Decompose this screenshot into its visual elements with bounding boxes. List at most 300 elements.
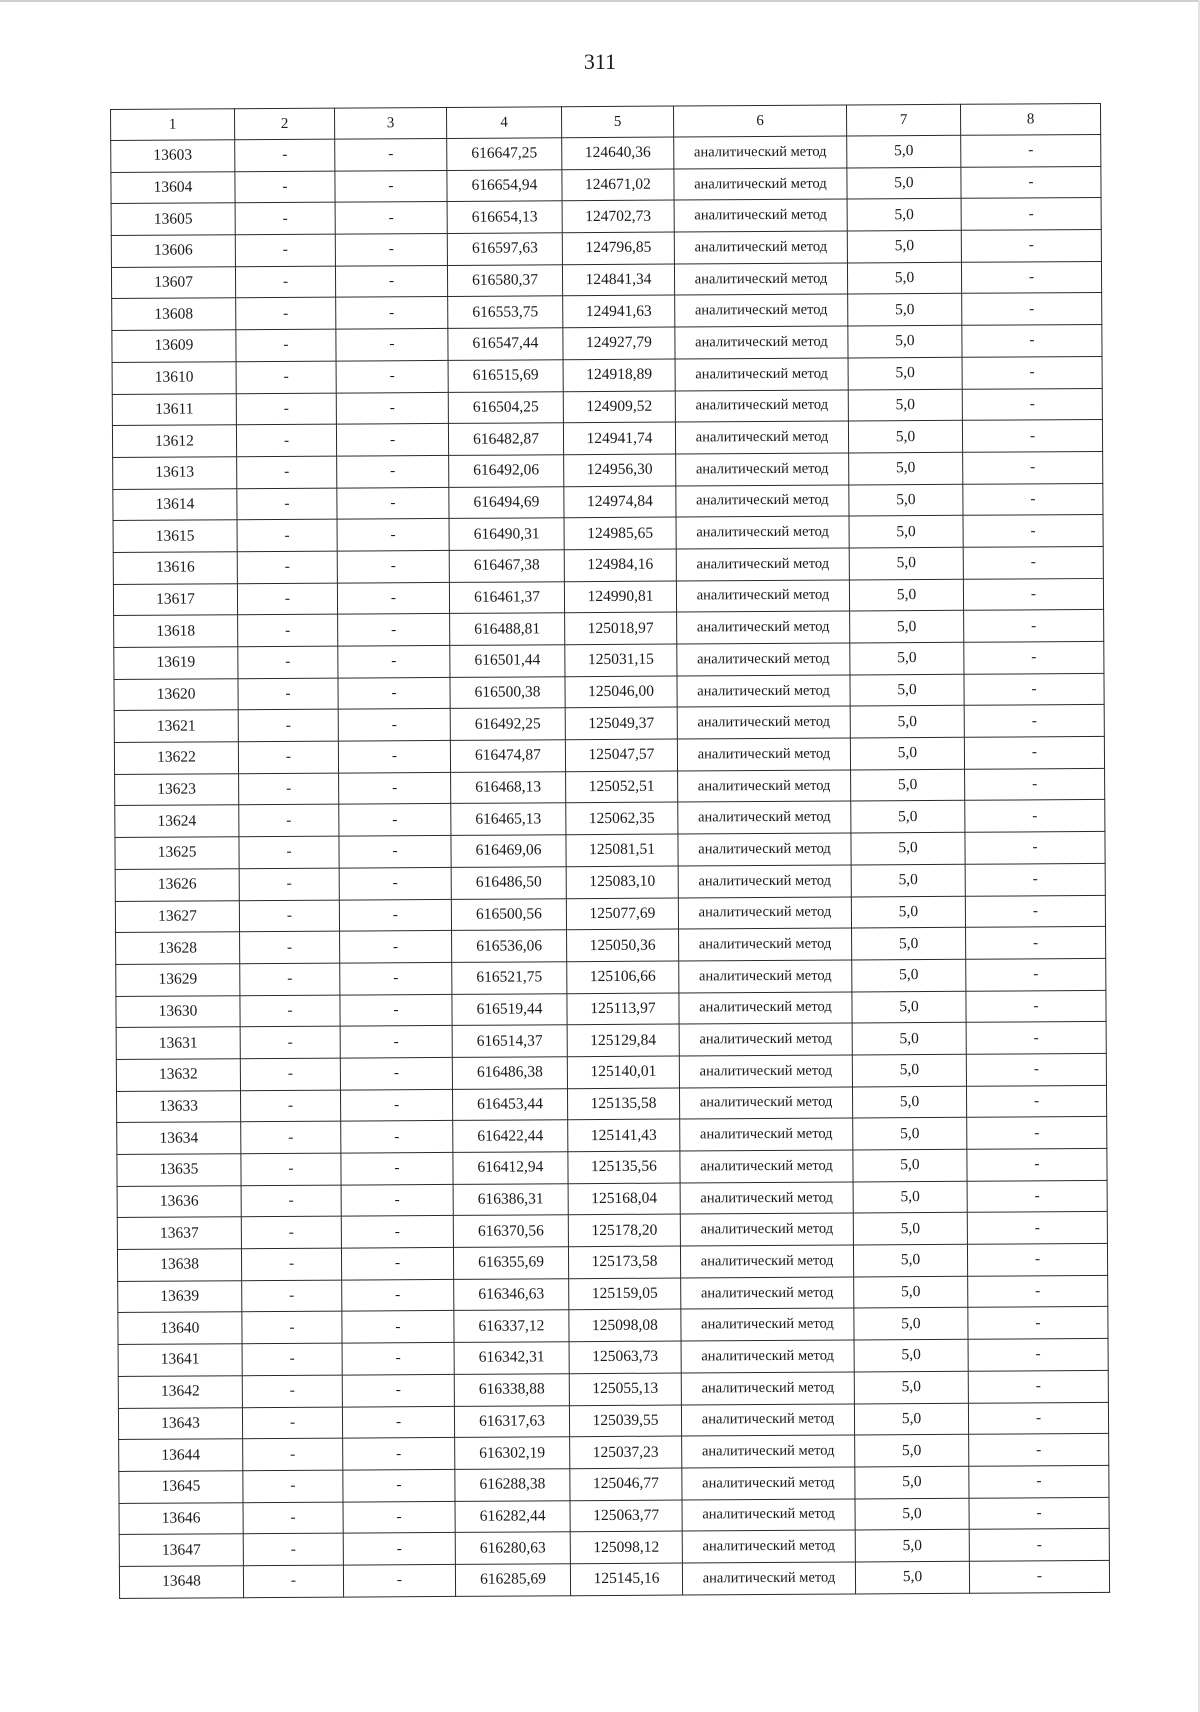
col-3-value-cell: - [335, 202, 447, 234]
method-cell: аналитический метод [676, 548, 849, 581]
coord-y-cell: 125050,36 [567, 929, 679, 961]
method-cell: аналитический метод [674, 168, 847, 201]
col-3-value-cell: - [339, 804, 451, 836]
col-3-value-cell: - [342, 1279, 454, 1311]
column-header-1: 1 [111, 109, 235, 141]
coord-y-cell: 124941,74 [563, 422, 675, 454]
col-2-value-cell: - [238, 741, 338, 773]
col-2-value-cell: - [243, 1565, 343, 1597]
coord-y-cell: 125046,77 [570, 1468, 682, 1500]
col-3-value-cell: - [339, 867, 451, 899]
col-3-value-cell: - [343, 1564, 455, 1596]
coord-y-cell: 125062,35 [566, 802, 678, 834]
method-cell: аналитический метод [682, 1530, 855, 1563]
col-2-value-cell: - [238, 678, 338, 710]
col-3-value-cell: - [340, 931, 452, 963]
coord-y-cell: 125046,00 [565, 676, 677, 708]
coord-x-cell: 616580,37 [447, 264, 562, 296]
method-cell: аналитический метод [681, 1277, 854, 1310]
method-cell: аналитический метод [680, 1213, 853, 1246]
accuracy-cell: 5,0 [852, 991, 966, 1023]
coord-x-cell: 616547,44 [448, 328, 563, 360]
coord-x-cell: 616468,13 [451, 771, 566, 803]
coord-x-cell: 616280,63 [455, 1532, 570, 1564]
col-3-value-cell: - [335, 234, 447, 266]
col-3-value-cell: - [342, 1406, 454, 1438]
col-8-value-cell: - [966, 927, 1106, 960]
col-8-value-cell: - [967, 1243, 1107, 1276]
col-2-value-cell: - [242, 1343, 342, 1375]
col-8-value-cell: - [963, 578, 1103, 611]
col-2-value-cell: - [237, 583, 337, 615]
point-number-cell: 13640 [118, 1312, 242, 1344]
coord-x-cell: 616285,69 [455, 1564, 570, 1596]
coord-y-cell: 124985,65 [564, 517, 676, 549]
coord-y-cell: 125047,57 [565, 739, 677, 771]
col-3-value-cell: - [335, 170, 447, 202]
coord-y-cell: 124941,63 [563, 295, 675, 327]
coord-x-cell: 616469,06 [451, 835, 566, 867]
col-3-value-cell: - [338, 645, 450, 677]
point-number-cell: 13628 [116, 932, 240, 964]
method-cell: аналитический метод [677, 675, 850, 708]
point-number-cell: 13642 [118, 1376, 242, 1408]
point-number-cell: 13604 [111, 171, 235, 203]
accuracy-cell: 5,0 [848, 325, 962, 357]
accuracy-cell: 5,0 [847, 135, 961, 167]
accuracy-cell: 5,0 [852, 1054, 966, 1086]
accuracy-cell: 5,0 [854, 1371, 968, 1403]
method-cell: аналитический метод [676, 453, 849, 486]
method-cell: аналитический метод [675, 294, 848, 327]
point-number-cell: 13607 [111, 266, 235, 298]
accuracy-cell: 5,0 [851, 801, 965, 833]
method-cell: аналитический метод [682, 1499, 855, 1532]
col-3-value-cell: - [340, 1089, 452, 1121]
method-cell: аналитический метод [680, 1182, 853, 1215]
point-number-cell: 13644 [119, 1439, 243, 1471]
accuracy-cell: 5,0 [848, 420, 962, 452]
coord-y-cell: 125039,55 [569, 1405, 681, 1437]
col-2-value-cell: - [235, 234, 335, 266]
col-3-value-cell: - [342, 1343, 454, 1375]
column-header-2: 2 [235, 108, 335, 140]
method-cell: аналитический метод [679, 1055, 852, 1088]
coord-x-cell: 616597,63 [447, 233, 562, 265]
col-3-value-cell: - [335, 265, 447, 297]
col-8-value-cell: - [961, 134, 1101, 167]
method-cell: аналитический метод [677, 643, 850, 676]
col-8-value-cell: - [966, 1022, 1106, 1055]
coord-x-cell: 616553,75 [448, 296, 563, 328]
col-8-value-cell: - [962, 325, 1102, 358]
col-2-value-cell: - [239, 773, 339, 805]
method-cell: аналитический метод [674, 199, 847, 232]
point-number-cell: 13614 [113, 488, 237, 520]
method-cell: аналитический метод [681, 1372, 854, 1405]
coord-x-cell: 616514,37 [452, 1025, 567, 1057]
method-cell: аналитический метод [682, 1467, 855, 1500]
col-3-value-cell: - [342, 1311, 454, 1343]
accuracy-cell: 5,0 [850, 737, 964, 769]
point-number-cell: 13641 [118, 1344, 242, 1376]
method-cell: аналитический метод [681, 1403, 854, 1436]
point-number-cell: 13646 [119, 1502, 243, 1534]
method-cell: аналитический метод [680, 1150, 853, 1183]
coord-x-cell: 616488,81 [450, 613, 565, 645]
coord-x-cell: 616654,94 [447, 169, 562, 201]
coord-y-cell: 124956,30 [564, 454, 676, 486]
col-3-value-cell: - [340, 962, 452, 994]
point-number-cell: 13611 [112, 393, 236, 425]
col-8-value-cell: - [967, 1212, 1107, 1245]
accuracy-cell: 5,0 [851, 769, 965, 801]
col-2-value-cell: - [236, 424, 336, 456]
point-number-cell: 13612 [112, 425, 236, 457]
point-number-cell: 13603 [111, 140, 235, 172]
coord-y-cell: 125055,13 [569, 1373, 681, 1405]
accuracy-cell: 5,0 [847, 230, 961, 262]
coord-x-cell: 616342,31 [454, 1342, 569, 1374]
col-8-value-cell: - [969, 1529, 1109, 1562]
coord-x-cell: 616453,44 [452, 1088, 567, 1120]
column-header-4: 4 [446, 107, 561, 139]
column-header-6: 6 [673, 105, 846, 137]
coord-y-cell: 125168,04 [568, 1183, 680, 1215]
coord-y-cell: 124927,79 [563, 327, 675, 359]
coord-x-cell: 616647,25 [447, 138, 562, 170]
col-3-value-cell: - [341, 1152, 453, 1184]
coord-y-cell: 124990,81 [564, 581, 676, 613]
method-cell: аналитический метод [678, 833, 851, 866]
col-3-value-cell: - [338, 677, 450, 709]
point-number-cell: 13627 [115, 900, 239, 932]
coord-x-cell: 616515,69 [448, 360, 563, 392]
point-number-cell: 13624 [115, 805, 239, 837]
point-number-cell: 13608 [112, 298, 236, 330]
col-3-value-cell: - [338, 614, 450, 646]
col-2-value-cell: - [239, 868, 339, 900]
coord-x-cell: 616486,50 [451, 867, 566, 899]
col-2-value-cell: - [235, 139, 335, 171]
col-3-value-cell: - [341, 1121, 453, 1153]
col-2-value-cell: - [237, 456, 337, 488]
coord-x-cell: 616536,06 [452, 930, 567, 962]
column-header-8: 8 [960, 103, 1100, 135]
col-2-value-cell: - [240, 1026, 340, 1058]
col-8-value-cell: - [961, 261, 1101, 294]
accuracy-cell: 5,0 [852, 959, 966, 991]
point-number-cell: 13610 [112, 362, 236, 394]
col-8-value-cell: - [968, 1339, 1108, 1372]
accuracy-cell: 5,0 [853, 1149, 967, 1181]
col-8-value-cell: - [969, 1465, 1109, 1498]
col-8-value-cell: - [968, 1275, 1108, 1308]
point-number-cell: 13625 [115, 837, 239, 869]
col-8-value-cell: - [965, 768, 1105, 801]
method-cell: аналитический метод [681, 1308, 854, 1341]
col-3-value-cell: - [341, 1184, 453, 1216]
coord-y-cell: 125135,58 [567, 1088, 679, 1120]
coord-y-cell: 125145,16 [570, 1563, 682, 1595]
accuracy-cell: 5,0 [852, 927, 966, 959]
method-cell: аналитический метод [676, 485, 849, 518]
col-2-value-cell: - [240, 995, 340, 1027]
coord-x-cell: 616474,87 [450, 740, 565, 772]
table-row [119, 1560, 1109, 1598]
col-2-value-cell: - [242, 1375, 342, 1407]
method-cell: аналитический метод [677, 611, 850, 644]
point-number-cell: 13609 [112, 330, 236, 362]
coord-x-cell: 616519,44 [452, 993, 567, 1025]
method-cell: аналитический метод [678, 770, 851, 803]
col-8-value-cell: - [961, 198, 1101, 231]
method-cell: аналитический метод [679, 1087, 852, 1120]
col-8-value-cell: - [961, 230, 1101, 263]
accuracy-cell: 5,0 [853, 1181, 967, 1213]
col-3-value-cell: - [340, 1026, 452, 1058]
accuracy-cell: 5,0 [853, 1118, 967, 1150]
col-8-value-cell: - [961, 166, 1101, 199]
accuracy-cell: 5,0 [854, 1308, 968, 1340]
coord-y-cell: 124841,34 [562, 264, 674, 296]
column-header-3: 3 [334, 107, 446, 139]
coord-y-cell: 125140,01 [567, 1056, 679, 1088]
col-8-value-cell: - [964, 737, 1104, 770]
col-3-value-cell: - [335, 138, 447, 170]
accuracy-cell: 5,0 [850, 611, 964, 643]
col-2-value-cell: - [238, 646, 338, 678]
coord-x-cell: 616467,38 [449, 550, 564, 582]
col-3-value-cell: - [336, 360, 448, 392]
point-number-cell: 13606 [111, 235, 235, 267]
accuracy-cell: 5,0 [849, 452, 963, 484]
coord-y-cell: 125141,43 [568, 1119, 680, 1151]
point-number-cell: 13632 [116, 1059, 240, 1091]
coord-x-cell: 616500,38 [450, 676, 565, 708]
method-cell: аналитический метод [675, 358, 848, 391]
col-2-value-cell: - [242, 1312, 342, 1344]
col-8-value-cell: - [964, 673, 1104, 706]
col-3-value-cell: - [336, 424, 448, 456]
col-3-value-cell: - [343, 1469, 455, 1501]
coord-x-cell: 616302,19 [455, 1437, 570, 1469]
coord-y-cell: 124640,36 [562, 137, 674, 169]
coord-y-cell: 124796,85 [562, 232, 674, 264]
method-cell: аналитический метод [679, 960, 852, 993]
accuracy-cell: 5,0 [851, 896, 965, 928]
col-3-value-cell: - [343, 1438, 455, 1470]
col-8-value-cell: - [963, 546, 1103, 579]
coord-x-cell: 616500,56 [451, 898, 566, 930]
col-2-value-cell: - [243, 1502, 343, 1534]
coord-x-cell: 616317,63 [454, 1405, 569, 1437]
accuracy-cell: 5,0 [855, 1434, 969, 1466]
point-number-cell: 13645 [119, 1471, 243, 1503]
column-header-7: 7 [846, 104, 960, 136]
col-8-value-cell: - [962, 293, 1102, 326]
point-number-cell: 13623 [115, 773, 239, 805]
col-8-value-cell: - [965, 863, 1105, 896]
coord-y-cell: 125031,15 [565, 644, 677, 676]
accuracy-cell: 5,0 [849, 579, 963, 611]
col-2-value-cell: - [237, 519, 337, 551]
col-2-value-cell: - [243, 1438, 343, 1470]
coord-y-cell: 125018,97 [565, 612, 677, 644]
col-3-value-cell: - [340, 1057, 452, 1089]
col-3-value-cell: - [337, 487, 449, 519]
coord-y-cell: 125106,66 [567, 961, 679, 993]
coord-x-cell: 616370,56 [453, 1215, 568, 1247]
col-8-value-cell: - [964, 641, 1104, 674]
coord-y-cell: 125098,08 [569, 1309, 681, 1341]
coord-y-cell: 125049,37 [565, 707, 677, 739]
accuracy-cell: 5,0 [854, 1276, 968, 1308]
col-8-value-cell: - [967, 1117, 1107, 1150]
point-number-cell: 13622 [114, 742, 238, 774]
col-2-value-cell: - [239, 836, 339, 868]
coord-y-cell: 124702,73 [562, 200, 674, 232]
method-cell: аналитический метод [682, 1435, 855, 1468]
point-number-cell: 13617 [113, 583, 237, 615]
method-cell: аналитический метод [677, 706, 850, 739]
coord-x-cell: 616465,13 [451, 803, 566, 835]
coord-y-cell: 125063,77 [570, 1500, 682, 1532]
col-3-value-cell: - [343, 1501, 455, 1533]
method-cell: аналитический метод [680, 1118, 853, 1151]
coord-y-cell: 125159,05 [569, 1278, 681, 1310]
col-2-value-cell: - [237, 488, 337, 520]
method-cell: аналитический метод [679, 992, 852, 1025]
col-2-value-cell: - [239, 900, 339, 932]
col-2-value-cell: - [239, 805, 339, 837]
accuracy-cell: 5,0 [847, 199, 961, 231]
point-number-cell: 13626 [115, 869, 239, 901]
method-cell: аналитический метод [680, 1245, 853, 1278]
point-number-cell: 13648 [119, 1566, 243, 1598]
col-8-value-cell: - [966, 1053, 1106, 1086]
col-3-value-cell: - [336, 297, 448, 329]
accuracy-cell: 5,0 [852, 1023, 966, 1055]
coord-x-cell: 616338,88 [454, 1374, 569, 1406]
col-8-value-cell: - [969, 1497, 1109, 1530]
method-cell: аналитический метод [681, 1340, 854, 1373]
col-2-value-cell: - [236, 393, 336, 425]
col-8-value-cell: - [969, 1434, 1109, 1467]
accuracy-cell: 5,0 [850, 642, 964, 674]
coord-x-cell: 616501,44 [450, 645, 565, 677]
point-number-cell: 13619 [114, 647, 238, 679]
point-number-cell: 13635 [117, 1154, 241, 1186]
method-cell: аналитический метод [678, 801, 851, 834]
col-2-value-cell: - [236, 361, 336, 393]
method-cell: аналитический метод [674, 263, 847, 296]
point-number-cell: 13615 [113, 520, 237, 552]
col-2-value-cell: - [237, 551, 337, 583]
coord-x-cell: 616504,25 [448, 391, 563, 423]
col-8-value-cell: - [968, 1370, 1108, 1403]
col-2-value-cell: - [238, 614, 338, 646]
coord-x-cell: 616494,69 [449, 486, 564, 518]
accuracy-cell: 5,0 [849, 516, 963, 548]
point-number-cell: 13621 [114, 710, 238, 742]
accuracy-cell: 5,0 [853, 1213, 967, 1245]
col-8-value-cell: - [962, 388, 1102, 421]
col-2-value-cell: - [243, 1470, 343, 1502]
coord-y-cell: 124918,89 [563, 359, 675, 391]
col-2-value-cell: - [241, 1185, 341, 1217]
coord-x-cell: 616486,38 [452, 1057, 567, 1089]
col-8-value-cell: - [962, 420, 1102, 453]
coord-y-cell: 124984,16 [564, 549, 676, 581]
col-2-value-cell: - [241, 1153, 341, 1185]
point-number-cell: 13629 [116, 964, 240, 996]
accuracy-cell: 5,0 [850, 706, 964, 738]
accuracy-cell: 5,0 [847, 262, 961, 294]
method-cell: аналитический метод [679, 928, 852, 961]
coord-y-cell: 124974,84 [564, 486, 676, 518]
point-number-cell: 13633 [116, 1090, 240, 1122]
point-number-cell: 13639 [118, 1280, 242, 1312]
col-2-value-cell: - [236, 329, 336, 361]
coord-x-cell: 616492,25 [450, 708, 565, 740]
col-3-value-cell: - [338, 709, 450, 741]
col-3-value-cell: - [342, 1374, 454, 1406]
accuracy-cell: 5,0 [855, 1561, 969, 1593]
col-3-value-cell: - [343, 1533, 455, 1565]
col-3-value-cell: - [339, 772, 451, 804]
col-8-value-cell: - [963, 483, 1103, 516]
coord-x-cell: 616482,87 [448, 423, 563, 455]
coord-y-cell: 125135,56 [568, 1151, 680, 1183]
method-cell: аналитический метод [675, 421, 848, 454]
point-number-cell: 13636 [117, 1185, 241, 1217]
table-container [110, 103, 1109, 1599]
accuracy-cell: 5,0 [848, 357, 962, 389]
method-cell: аналитический метод [674, 136, 847, 169]
col-8-value-cell: - [965, 895, 1105, 928]
coord-y-cell: 125083,10 [566, 866, 678, 898]
accuracy-cell: 5,0 [848, 294, 962, 326]
col-8-value-cell: - [965, 832, 1105, 865]
coord-x-cell: 616355,69 [453, 1247, 568, 1279]
accuracy-cell: 5,0 [850, 674, 964, 706]
point-number-cell: 13634 [117, 1122, 241, 1154]
col-8-value-cell: - [965, 800, 1105, 833]
col-8-value-cell: - [964, 610, 1104, 643]
accuracy-cell: 5,0 [855, 1530, 969, 1562]
col-2-value-cell: - [241, 1121, 341, 1153]
col-3-value-cell: - [339, 899, 451, 931]
accuracy-cell: 5,0 [852, 1086, 966, 1118]
col-2-value-cell: - [238, 709, 338, 741]
col-2-value-cell: - [242, 1407, 342, 1439]
coord-y-cell: 125052,51 [566, 771, 678, 803]
col-8-value-cell: - [968, 1307, 1108, 1340]
col-2-value-cell: - [241, 1248, 341, 1280]
accuracy-cell: 5,0 [854, 1403, 968, 1435]
col-3-value-cell: - [340, 994, 452, 1026]
coord-x-cell: 616346,63 [454, 1278, 569, 1310]
coord-x-cell: 616337,12 [454, 1310, 569, 1342]
coord-x-cell: 616521,75 [452, 962, 567, 994]
col-3-value-cell: - [337, 519, 449, 551]
col-8-value-cell: - [966, 958, 1106, 991]
point-number-cell: 13637 [117, 1217, 241, 1249]
coord-x-cell: 616386,31 [453, 1183, 568, 1215]
point-number-cell: 13605 [111, 203, 235, 235]
point-number-cell: 13618 [114, 615, 238, 647]
